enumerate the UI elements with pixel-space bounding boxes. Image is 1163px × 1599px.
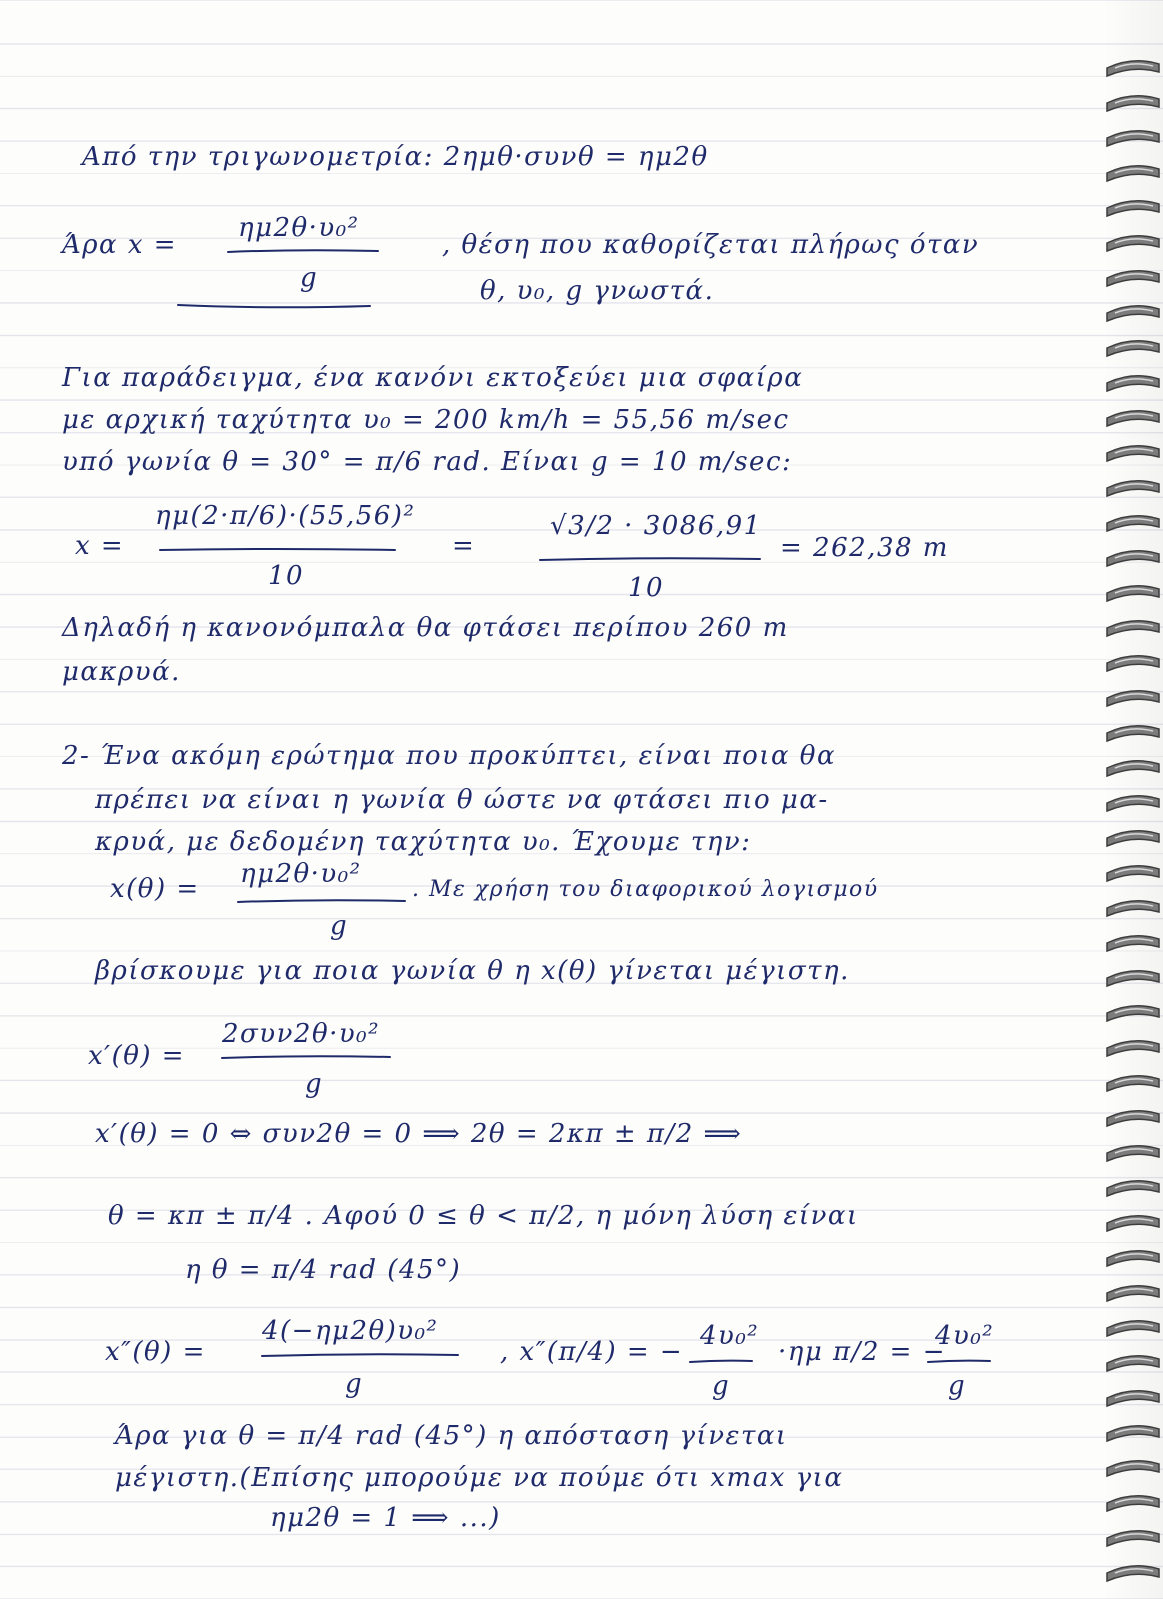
line-given-velocity: κρυά, με δεδομένη ταχύτητα υ₀. Έχουμε την:	[95, 827, 752, 857]
line-second-derivative-denominator-3: g	[948, 1371, 967, 1401]
line-second-derivative-sin: ·ημ π/2 = −	[778, 1337, 946, 1367]
line-second-derivative-eval: , x″(π/4) = −	[500, 1337, 684, 1367]
line-also: μέγιστη.(Επίσης μπορούμε να πούμε ότι xmax για	[115, 1463, 844, 1493]
line-second-derivative-numerator: 4(−ημ2θ)υ₀²	[262, 1316, 439, 1346]
line-initial-velocity: με αρχική ταχύτητα υ₀ = 200 km/h = 55,56 m/sec	[62, 405, 790, 435]
line-theta-45: η θ = π/4 rad (45°)	[185, 1255, 462, 1285]
line-far: μακρυά.	[62, 657, 181, 687]
line-angle-needed: πρέπει να είναι η γωνία θ ώστε να φτάσει πιο μα-	[95, 785, 829, 815]
line-question: 2- Ένα ακόμη ερώτημα που προκύπτει, είναι ποια θα	[62, 741, 837, 771]
line-second-derivative-denominator-2: g	[712, 1371, 731, 1401]
line-angle: υπό γωνία θ = 30° = π/6 rad. Είναι g = 10 m/sec:	[62, 447, 793, 477]
line-calc-equals: =	[452, 531, 476, 561]
line-derivative-denominator: g	[305, 1069, 324, 1099]
line-x-denominator: g	[300, 263, 319, 293]
line-x-theta-denominator: g	[330, 911, 349, 941]
line-therefore-max: Άρα για θ = π/4 rad (45°) η απόσταση γίνεται	[115, 1421, 788, 1451]
line-calculus: . Με χρήση του διαφορικού λογισμού	[412, 877, 879, 902]
line-example: Για παράδειγμα, ένα κανόνι εκτοξεύει μια σφαίρα	[62, 363, 804, 393]
line-calc-denominator-1: 10	[268, 561, 305, 591]
line-position-text: , θέση που καθορίζεται πλήρως όταν	[442, 230, 980, 260]
line-second-derivative: x″(θ) =	[105, 1337, 206, 1367]
line-derivative: x′(θ) =	[88, 1041, 186, 1071]
line-conclusion: Δηλαδή η κανονόμπαλα θα φτάσει περίπου 260 m	[62, 613, 789, 643]
line-second-derivative-denominator: g	[345, 1369, 364, 1399]
line-derivative-zero: x′(θ) = 0 ⇔ συν2θ = 0 ⟹ 2θ = 2κπ ± π/2 ⟹	[95, 1119, 743, 1149]
line-derivative-numerator: 2συν2θ·υ₀²	[222, 1019, 381, 1049]
line-x-label: Άρα x =	[62, 230, 178, 260]
line-calc-numerator-2: √3/2 · 3086,91	[550, 511, 762, 541]
line-second-derivative-numerator-3: 4υ₀²	[935, 1321, 995, 1351]
line-known-values: θ, υ₀, g γνωστά.	[480, 276, 715, 306]
line-second-derivative-numerator-2: 4υ₀²	[700, 1321, 760, 1351]
line-calc-denominator-2: 10	[628, 573, 665, 603]
line-calc-x: x =	[75, 531, 125, 561]
spiral-binding	[1103, 0, 1163, 1599]
line-x-theta: x(θ) =	[110, 874, 200, 904]
line-calc-numerator-1: ημ(2·π/6)·(55,56)²	[155, 501, 416, 531]
line-sin-one: ημ2θ = 1 ⟹ ...)	[270, 1503, 501, 1533]
line-find-max: βρίσκουμε για ποια γωνία θ η x(θ) γίνεται μέγιστη.	[95, 956, 850, 986]
line-solution: θ = κπ ± π/4 . Αφού 0 ≤ θ < π/2, η μόνη λύση είναι	[108, 1201, 859, 1231]
line-x-theta-numerator: ημ2θ·υ₀²	[240, 859, 362, 889]
line-x-numerator: ημ2θ·υ₀²	[238, 213, 360, 243]
line-calc-result: = 262,38 m	[780, 533, 949, 563]
line-trig-identity: Από την τριγωνομετρία: 2ημθ·συνθ = ημ2θ	[82, 142, 709, 172]
